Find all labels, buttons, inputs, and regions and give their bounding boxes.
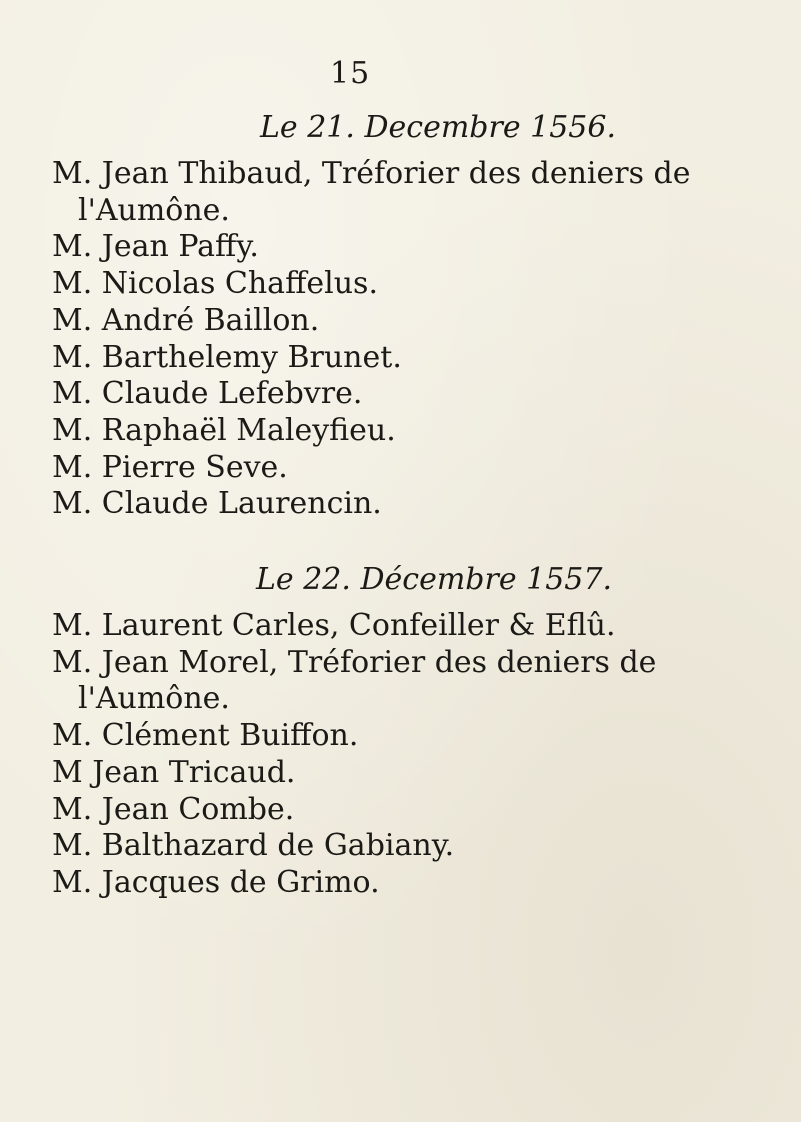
list-item: M. André Baillon. xyxy=(52,302,320,338)
list-item: M. Barthelemy Brunet. xyxy=(52,339,402,375)
list-item: M. Pierre Seve. xyxy=(52,449,288,485)
list-item: M. Balthazard de Gabiany. xyxy=(52,828,455,864)
section-heading-2: Le 22. Décembre 1557. xyxy=(256,562,612,597)
section-heading-1: Le 21. Decembre 1556. xyxy=(260,110,616,145)
list-item: M. Nicolas Chaffelus. xyxy=(52,266,378,302)
list-item: M. Raphaël Maleyfieu. xyxy=(52,412,396,448)
list-item: M. Clément Buiffon. xyxy=(52,718,359,754)
list-item: M. Jean Morel, Tréforier des deniers de l'Aumône. xyxy=(52,644,657,717)
list-item: M. Jacques de Grimo. xyxy=(52,864,380,900)
member-list-2 xyxy=(52,608,778,902)
list-item: M. Claude Lefebvre. xyxy=(52,376,363,412)
list-item: M. Jean Thibaud, Tréforier des deniers de l'Aumône. xyxy=(52,156,691,228)
member-list-1 xyxy=(52,156,778,523)
list-item: M. Laurent Carles, Confeiller & Eflû. xyxy=(52,608,616,643)
list-item: M Jean Tricaud. xyxy=(52,754,296,790)
list-item: M. Jean Paffy. xyxy=(52,229,259,265)
list-item: M. Jean Combe. xyxy=(52,791,295,827)
page-number: 15 xyxy=(330,56,371,91)
list-item: M. Claude Laurencin. xyxy=(52,486,382,522)
